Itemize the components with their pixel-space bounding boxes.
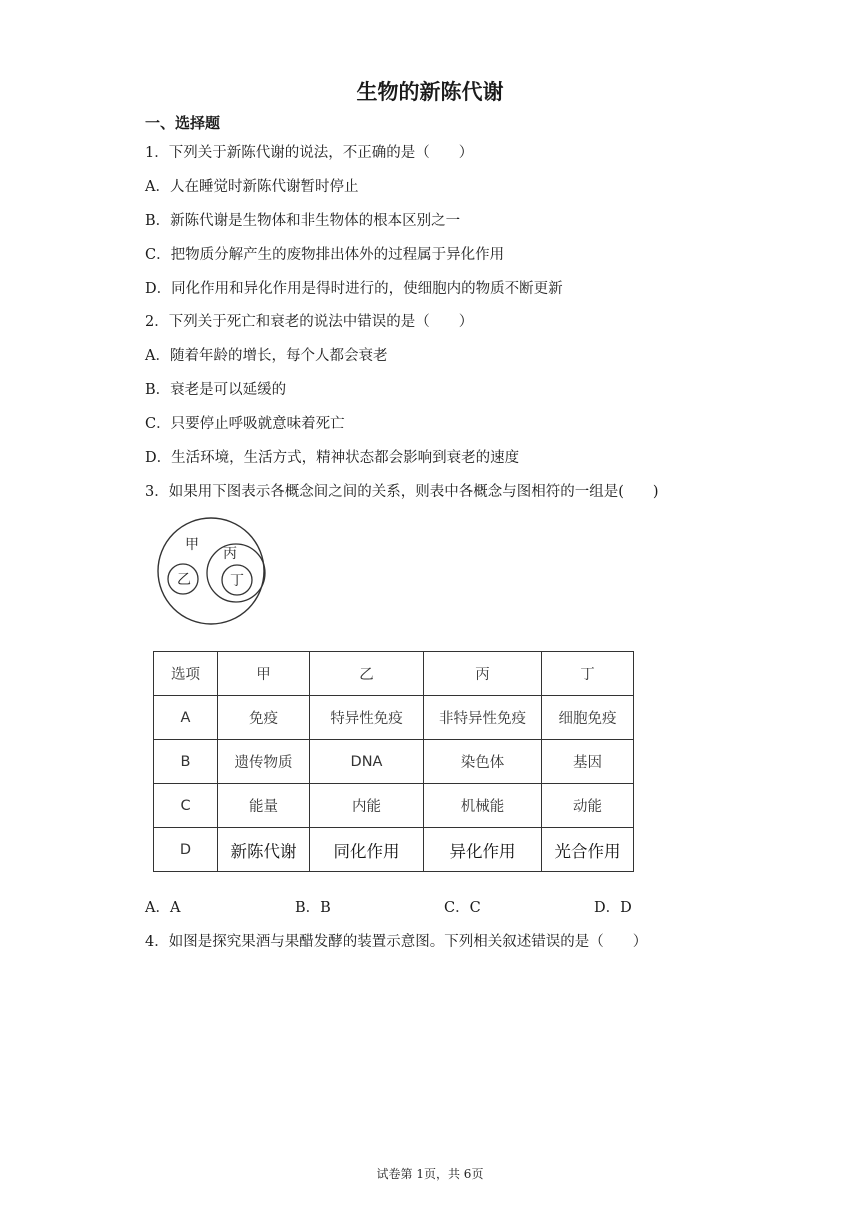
question-1-option-b: B．新陈代谢是生物体和非生物体的根本区别之一 xyxy=(145,213,461,229)
question-2-stem: 2．下列关于死亡和衰老的说法中错误的是（ ） xyxy=(145,314,474,330)
question-1-option-c: C．把物质分解产生的废物排出体外的过程属于异化作用 xyxy=(145,247,505,263)
page-footer: 试卷第 1页，共 6页 xyxy=(376,1167,484,1181)
question-4-stem: 4．如图是探究果酒与果醋发酵的装置示意图。下列相关叙述错误的是（ ） xyxy=(145,934,648,950)
question-3-stem: 3．如果用下图表示各概念间之间的关系，则表中各概念与图相符的一组是( ) xyxy=(145,484,659,500)
section-heading: 一、选择题 xyxy=(145,114,221,132)
table-cell: 异化作用 xyxy=(424,828,542,872)
table-header: 甲 xyxy=(218,652,310,696)
label-yi: 乙 xyxy=(177,572,191,588)
question-2-option-c: C．只要停止呼吸就意味着死亡 xyxy=(145,416,345,432)
concept-table xyxy=(153,651,634,872)
question-2-option-a: A．随着年龄的增长，每个人都会衰老 xyxy=(145,348,388,364)
table-row xyxy=(154,696,634,740)
question-3-choice-b: B．B xyxy=(295,900,331,916)
outer-circle xyxy=(158,518,264,624)
table-cell: 动能 xyxy=(542,784,634,828)
table-cell: 免疫 xyxy=(218,696,310,740)
question-3-choice-d: D．D xyxy=(594,900,632,916)
table-cell: D xyxy=(154,828,218,872)
table-header: 丙 xyxy=(424,652,542,696)
table-row xyxy=(154,740,634,784)
table-cell: A xyxy=(154,696,218,740)
table-cell: DNA xyxy=(310,740,424,784)
table-header: 丁 xyxy=(542,652,634,696)
question-2-option-d: D．生活环境，生活方式，精神状态都会影响到衰老的速度 xyxy=(145,450,520,466)
table-cell: 遗传物质 xyxy=(218,740,310,784)
table-cell: 特异性免疫 xyxy=(310,696,424,740)
table-cell: 染色体 xyxy=(424,740,542,784)
table-cell: 能量 xyxy=(218,784,310,828)
page-title: 生物的新陈代谢 xyxy=(356,80,504,104)
table-cell: 同化作用 xyxy=(310,828,424,872)
table-cell: 机械能 xyxy=(424,784,542,828)
table-cell: 光合作用 xyxy=(542,828,634,872)
question-3-choice-c: C．C xyxy=(444,900,481,916)
table-cell: C xyxy=(154,784,218,828)
label-ding: 丁 xyxy=(230,573,244,589)
table-cell: 基因 xyxy=(542,740,634,784)
label-jia: 甲 xyxy=(185,537,199,553)
question-1-option-a: A．人在睡觉时新陈代谢暂时停止 xyxy=(145,179,359,195)
table-row xyxy=(154,828,634,872)
table-cell: 非特异性免疫 xyxy=(424,696,542,740)
label-bing: 丙 xyxy=(223,546,237,562)
table-header: 选项 xyxy=(154,652,218,696)
concept-venn-diagram xyxy=(153,516,269,626)
table-cell: B xyxy=(154,740,218,784)
table-cell: 内能 xyxy=(310,784,424,828)
table-cell: 新陈代谢 xyxy=(218,828,310,872)
table-row xyxy=(154,784,634,828)
question-3-choice-a: A．A xyxy=(145,900,181,916)
question-1-option-d: D．同化作用和异化作用是得时进行的，使细胞内的物质不断更新 xyxy=(145,281,563,297)
table-header-row xyxy=(154,652,634,696)
question-1-stem: 1．下列关于新陈代谢的说法，不正确的是（ ） xyxy=(145,145,474,161)
table-header: 乙 xyxy=(310,652,424,696)
question-2-option-b: B．衰老是可以延缓的 xyxy=(145,382,287,398)
table-cell: 细胞免疫 xyxy=(542,696,634,740)
